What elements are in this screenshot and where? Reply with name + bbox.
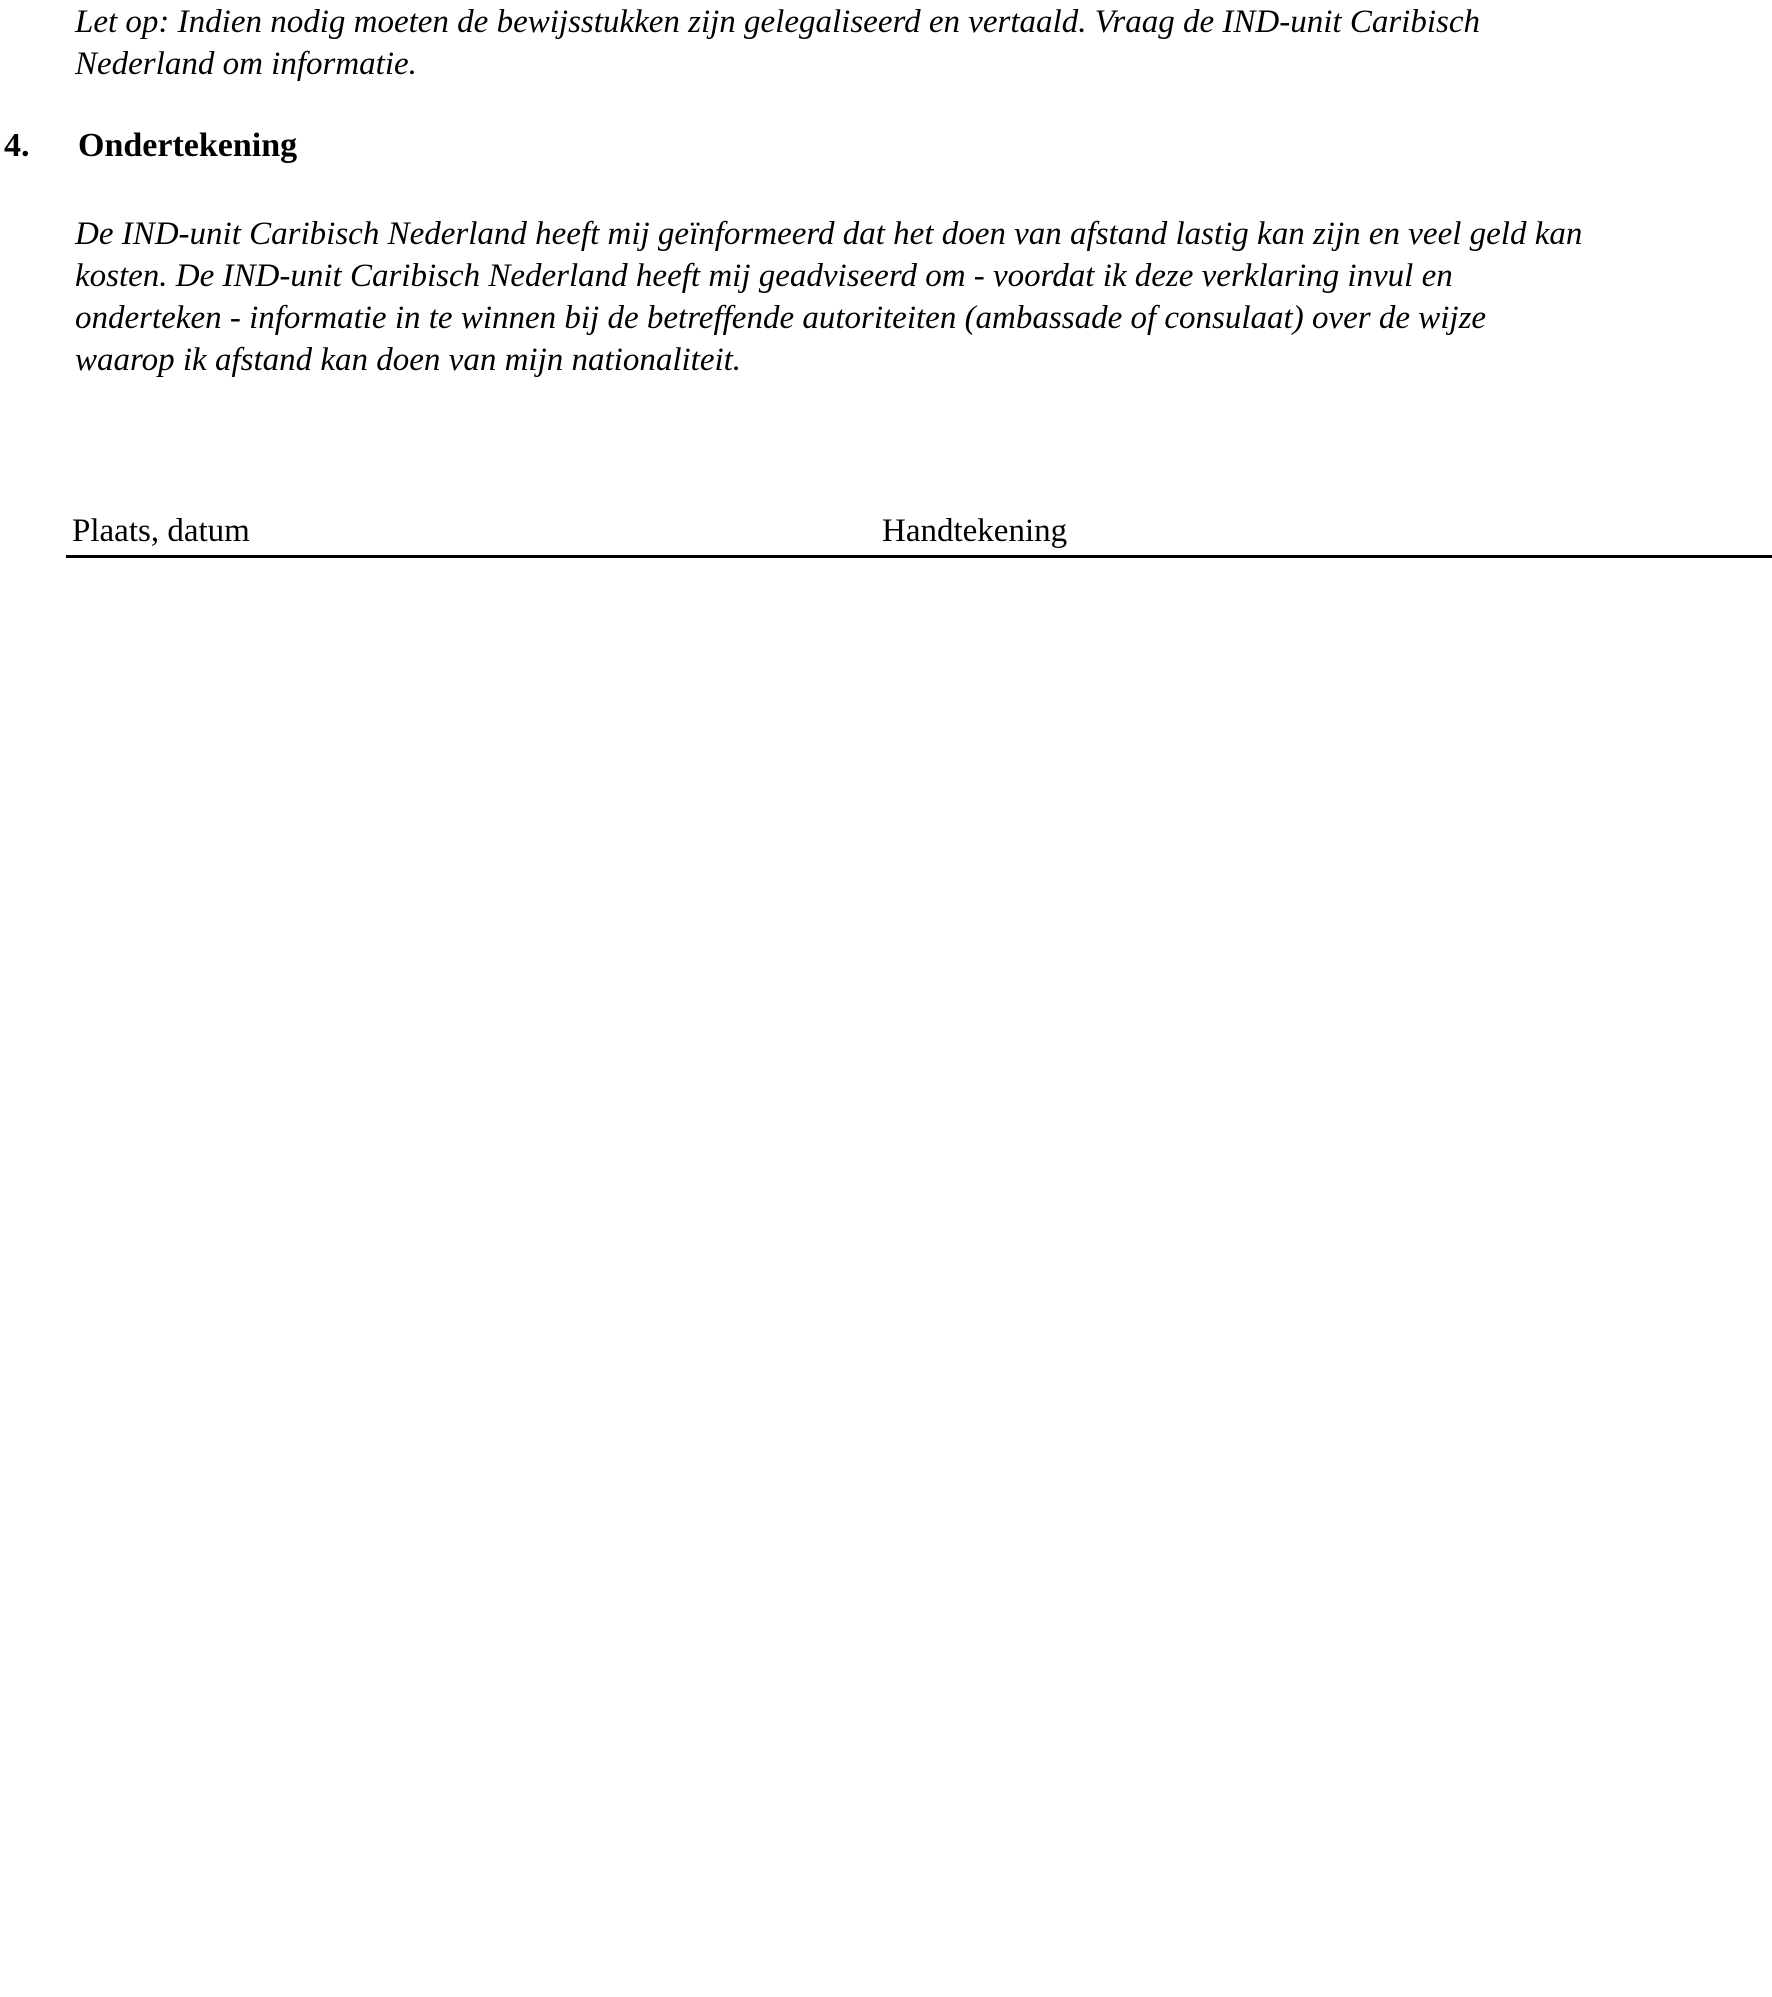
- section-title: Ondertekening: [78, 127, 298, 164]
- place-date-label: Plaats, datum: [72, 513, 250, 549]
- paragraph-line: waarop ik afstand kan doen van mijn nationaliteit.: [75, 342, 742, 378]
- section-heading: [4, 125, 297, 167]
- paragraph-line: onderteken - informatie in te winnen bij de betreffende autoriteiten (ambassade of consulaat) over de wijze: [75, 300, 1487, 336]
- note-line: Nederland om informatie.: [75, 46, 417, 82]
- note-line: Let op: Indien nodig moeten de bewijsstukken zijn gelegaliseerd en vertaald. Vraag de IND-unit Caribisch: [75, 4, 1480, 40]
- paragraph-line: kosten. De IND-unit Caribisch Nederland heeft mij geadviseerd om - voordat ik deze verklaring invul en: [75, 258, 1453, 294]
- paragraph-line: De IND-unit Caribisch Nederland heeft mij geïnformeerd dat het doen van afstand lastig kan zijn en veel geld kan: [75, 216, 1583, 252]
- declaration-paragraph: [75, 213, 1582, 381]
- signature-line: [66, 555, 1772, 558]
- section-number: 4.: [4, 127, 30, 164]
- legalization-note: [75, 1, 1480, 85]
- signature-label: Handtekening: [882, 513, 1068, 549]
